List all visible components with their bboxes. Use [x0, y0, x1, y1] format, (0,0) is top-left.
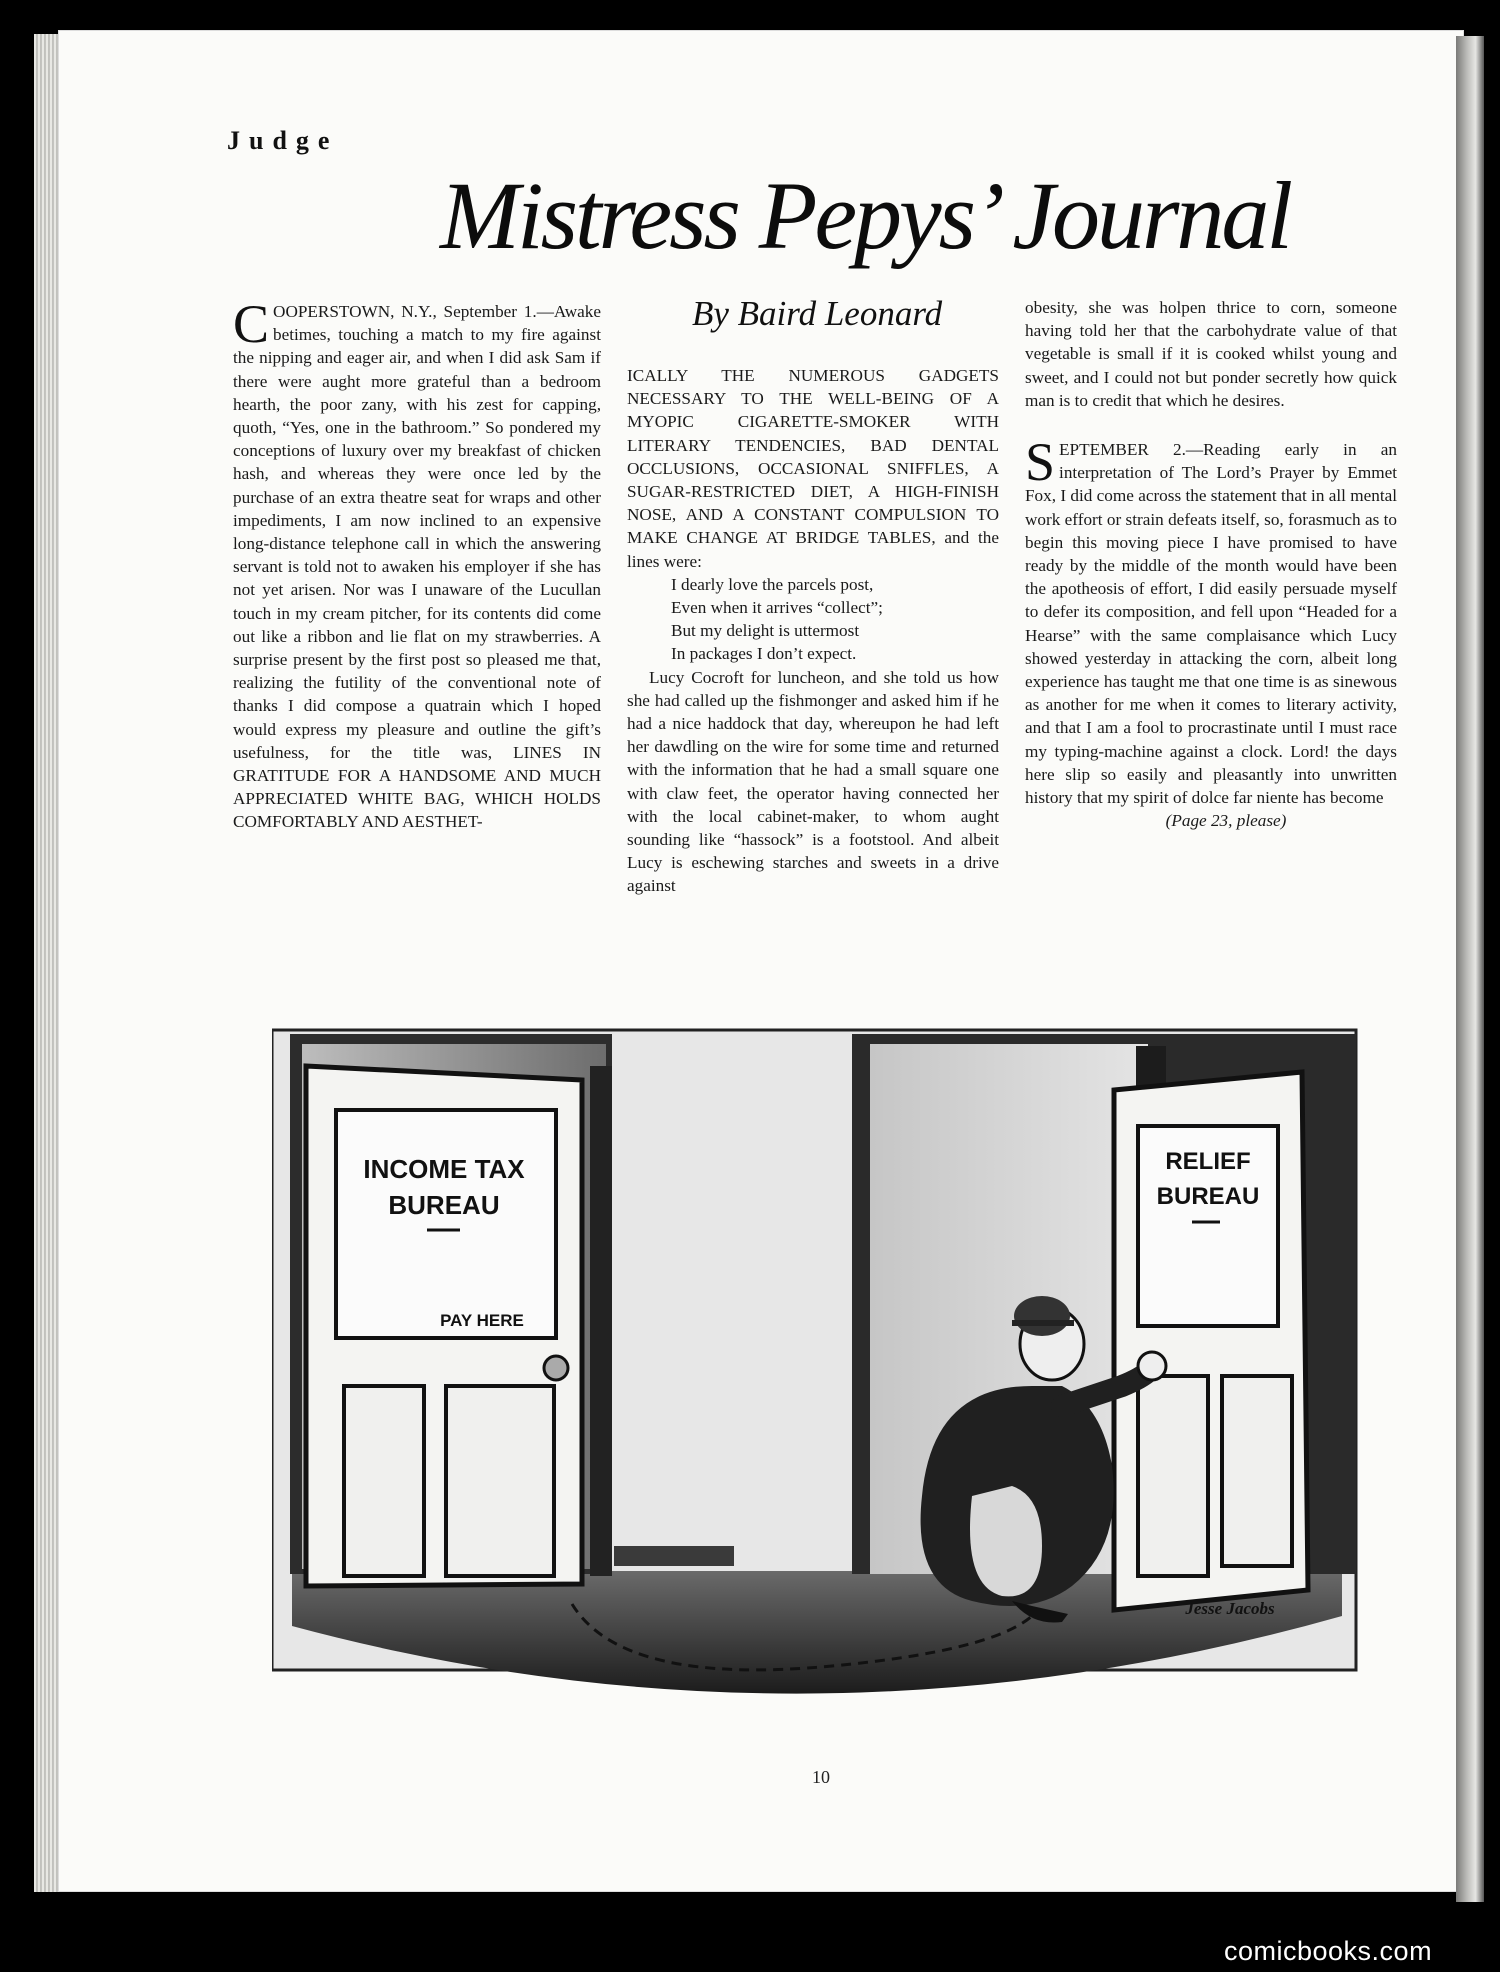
column-2	[627, 364, 999, 898]
section-label: Judge	[227, 126, 339, 155]
column-2-text: ICALLY THE NUMEROUS GADGETS NECESSARY TO THE WELL-BEING OF A MYOPIC CIGARETTE-SMOKER WITH LITERARY TENDENCIES, BAD DENTAL OCCLUSIONS, OCCASIONAL SNIFFLES, A SUGAR-RESTRICTED DIET, A HIGH-FINISH NOSE, AND A CONSTANT COMPULSION TO MAKE CHANGE AT BRIDGE TABLES, and the lines were:	[627, 366, 999, 571]
column-1-text: OOPERSTOWN, N.Y., September 1.—Awake betimes, touching a match to my fire against the nipping and eager air, and when I did ask Sam if there were aught more grateful than a bedroom hearth, the poor zany, with his zest for capping, quoth, “Yes, one in the bathroom.” So pondered my conceptions of luxury over my breakfast of chicken hash, and whereas they were once led by the purchase of an extra theatre seat for wraps and other impediments, I am now inclined to an expensive long-distance telephone call in which the answering servant is told not to awaken his employer if she has not yet arisen. Nor was I unaware of the Lucullan touch in my cream pitcher, for its contents did come out like a ribbon and lie flat on my strawberries. A surprise present by the first post so pleased me that, realizing the futility of the conventional note of thanks I did compose a quatrain which I hoped would express my pleasure and outline the gift’s usefulness, for the title was, LINES IN GRATITUDE FOR A HANDSOME AND MUCH APPRECIATED WHITE BAG, WHICH HOLDS COMFORTABLY AND AESTHET-	[233, 302, 601, 832]
column-3-text: obesity, she was holpen thrice to corn, someone having told her that the carbohydrate value of that vegetable is small if it is cooked whilst young and sweet, and I could not but ponder secretly how quick man is to credit that which he desires.	[1025, 298, 1397, 410]
column-2-text-continued: Lucy Cocroft for luncheon, and she told us how she had called up the fishmonger and asked him if he had a nice haddock that day, whereupon he had left her dawdling on the wire for some time and returned with the information that he had a small square one with claw feet, the operator having connected her with the local cabinet-maker, to whom aught sounding like “hassock” is a footstool. And albeit Lucy is eschewing starches and sweets in a drive against	[627, 667, 999, 896]
doorknob-icon	[544, 1356, 568, 1380]
verse-line: I dearly love the parcels post,	[671, 574, 874, 594]
site-watermark: comicbooks.com	[1224, 1936, 1433, 1966]
right-door-sign-line1: RELIEF	[1165, 1148, 1251, 1175]
drop-cap: C	[233, 294, 270, 354]
column-3-text-continued: EPTEMBER 2.—Reading early in an interpretation of The Lord’s Prayer by Emmet Fox, I did come across the statement that in all mental work effort or strain defeats itself, so, forasmuch as to begin this moving piece I have promised to have ready by the middle of the month would have been the apotheosis of effort, I did easily persuade myself to defer its composition, and fell upon “Headed for a Hearse” with the same complaisance which Lucy showed yesterday in attacking the corn, albeit long experience has taught me that one time is as sinewous as another for me when it comes to literary activity, and that I am a fool to procrastinate until I must race my typing-machine against a clock. Lord! the days here slip so easily and pleasantly into unwritten history that my spirit of dolce far niente has become	[1025, 440, 1397, 808]
verse-line: Even when it arrives “collect”;	[671, 598, 883, 618]
page-number: 10	[812, 1767, 830, 1787]
verse-line: In packages I don’t expect.	[671, 644, 857, 664]
article-title: Mistress Pepys’ Journal	[440, 162, 1290, 269]
left-door-sign-line1: INCOME TAX	[363, 1154, 525, 1184]
continued-note: (Page 23, please)	[1165, 811, 1287, 831]
drop-cap: S	[1025, 432, 1056, 493]
column-3	[1025, 296, 1397, 832]
right-door-sign-line2: BUREAU	[1156, 1183, 1260, 1210]
byline: By Baird Leonard	[692, 294, 943, 333]
left-door-notice: PAY HERE	[440, 1311, 524, 1330]
column-1	[233, 294, 601, 834]
artist-signature: Jesse Jacobs	[1185, 1599, 1275, 1618]
book-binding-right	[1456, 36, 1484, 1902]
verse	[627, 573, 999, 666]
verse-line: But my delight is uttermost	[671, 621, 860, 641]
cartoon-illustration	[272, 1026, 1362, 1736]
left-door-sign-line2: BUREAU	[388, 1190, 500, 1220]
